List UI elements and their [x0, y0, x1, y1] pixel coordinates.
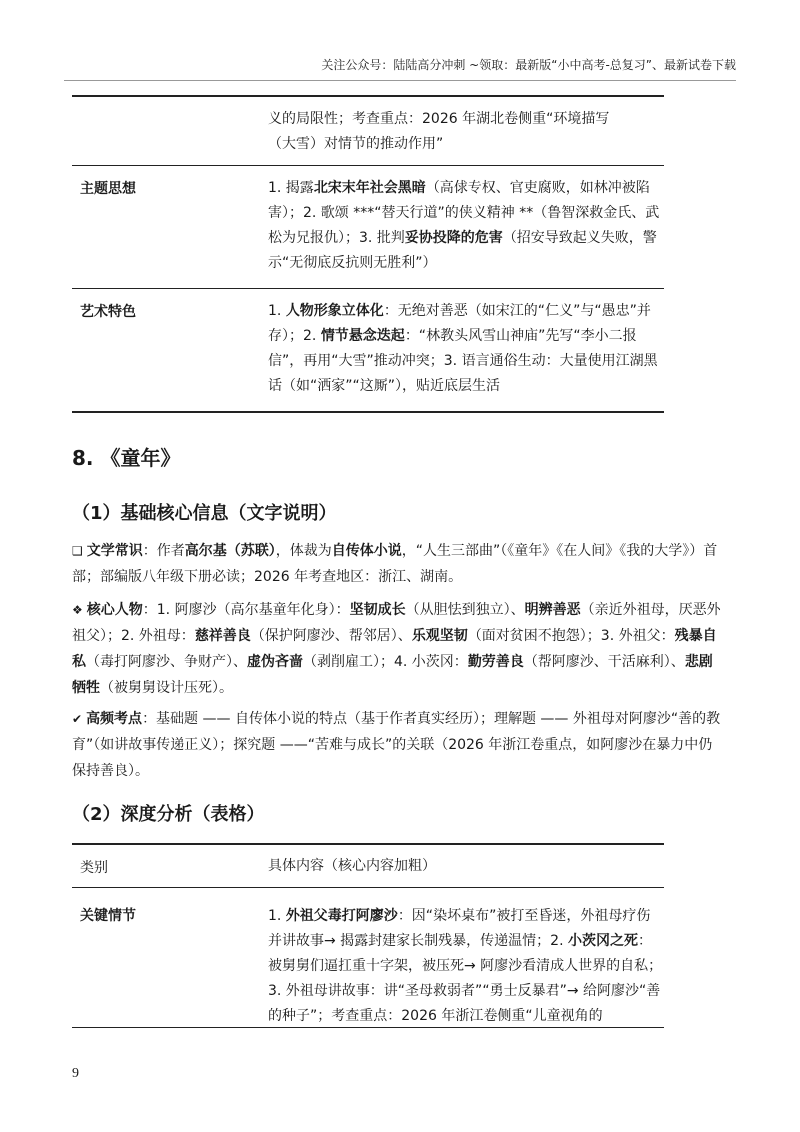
- table-header-row: [72, 845, 664, 887]
- cell-text-line: （大雪）对情节的推动作用”: [268, 136, 444, 152]
- analysis-table-continued: [72, 95, 664, 413]
- row-content-theme: 1. 揭露北宋末年社会黑暗（高俅专权、官吏腐败，如林冲被陷害）；2. 歌颂 ***“替天行道”的侠义精神 **（鲁智深救金氏、武松为兄报仇）；3. 批判妥协投降的危害（招安导致起义失败，警示“无彻底反抗则无胜利”）: [268, 180, 660, 271]
- paragraph-core-characters: ❖ 核心人物：1. 阿廖沙（高尔基童年化身）：坚韧成长（从胆怯到独立）、明辨善恶（亲近外祖母，厌恶外祖父）；2. 外祖母：慈祥善良（保护阿廖沙、帮邻居）、乐观坚韧（面对贫困不抱怨）；3. 外祖父：残暴自私（毒打阿廖沙、争财产）、虚伪吝啬（剥削雇工）；4. 小茨冈：勤劳善良（帮阿廖沙、干活麻利）、悲剧牺牲（被舅舅设计压死）。: [72, 602, 721, 696]
- table-row-continued: [72, 97, 664, 165]
- header-divider: [64, 80, 736, 81]
- table-row-theme: [72, 166, 664, 288]
- section-title: 8. 《童年》: [72, 446, 181, 470]
- table-cell-content: [268, 107, 664, 157]
- row-label-key-plot: 关键情节: [80, 908, 136, 924]
- table-row-key-plot: [72, 888, 664, 1029]
- table-bottom-rule: [72, 411, 664, 413]
- checkmark-bullet-icon: ✔: [72, 712, 83, 726]
- row-content-art: 1. 人物形象立体化：无绝对善恶（如宋江的“仁义”与“愚忠”并存）；2. 情节悬念迭起：“林教头风雪山神庙”先写“李小二报信”，再用“大雪”推动冲突；3. 语言通俗生动：大量使用江湖黑话（如“洒家”“这厮”），贴近底层生活: [268, 303, 658, 394]
- cell-text-line: 义的局限性；考查重点：2026 年湖北卷侧重“环境描写: [268, 111, 610, 127]
- table-row-art: [72, 289, 664, 411]
- subsection-title-deep-analysis: （2）深度分析（表格）: [72, 804, 265, 825]
- subsection-title-basic-info: （1）基础核心信息（文字说明）: [72, 503, 337, 524]
- diamond-bullet-icon: ❖: [72, 603, 83, 617]
- column-header-category: 类别: [80, 860, 108, 876]
- checkbox-bullet-icon: ❑: [72, 544, 83, 558]
- column-header-content: 具体内容（核心内容加粗）: [268, 858, 436, 874]
- page-number: 9: [72, 1066, 79, 1081]
- row-label-art: 艺术特色: [80, 304, 136, 320]
- page-header: 关注公众号：陆陆高分冲刺 ~领取：最新版“小中高考-总复习”、最新试卷下载: [321, 58, 736, 72]
- analysis-table: [72, 843, 664, 1028]
- paragraph-exam-points: ✔ 高频考点：基础题 —— 自传体小说的特点（基于作者真实经历）；理解题 —— 外祖母对阿廖沙“善的教育”（如讲故事传递正义）；探究题 ——“苦难与成长”的关联（2026 年浙江卷重点，如阿廖沙在暴力中仍保持善良）。: [72, 711, 721, 779]
- paragraph-literary-knowledge: ❑ 文学常识：作者高尔基（苏联），体裁为自传体小说，“人生三部曲”（《童年》《在人间》《我的大学》）首部；部编版八年级下册必读；2026 年考查地区：浙江、湖南。: [72, 543, 718, 585]
- row-content-key-plot: 1. 外祖父毒打阿廖沙：因“染坏桌布”被打至昏迷，外祖母疗伤并讲故事→ 揭露封建家长制残暴，传递温情；2. 小茨冈之死：被舅舅们逼扛重十字架，被压死→ 阿廖沙看清成人世界的自私；3. 外祖母讲故事：讲“圣母救弱者”“勇士反暴君”→ 给阿廖沙“善的种子”；考查重点：2026 年浙江卷侧重“儿童视角的: [268, 908, 663, 1024]
- row-label-theme: 主题思想: [80, 181, 136, 197]
